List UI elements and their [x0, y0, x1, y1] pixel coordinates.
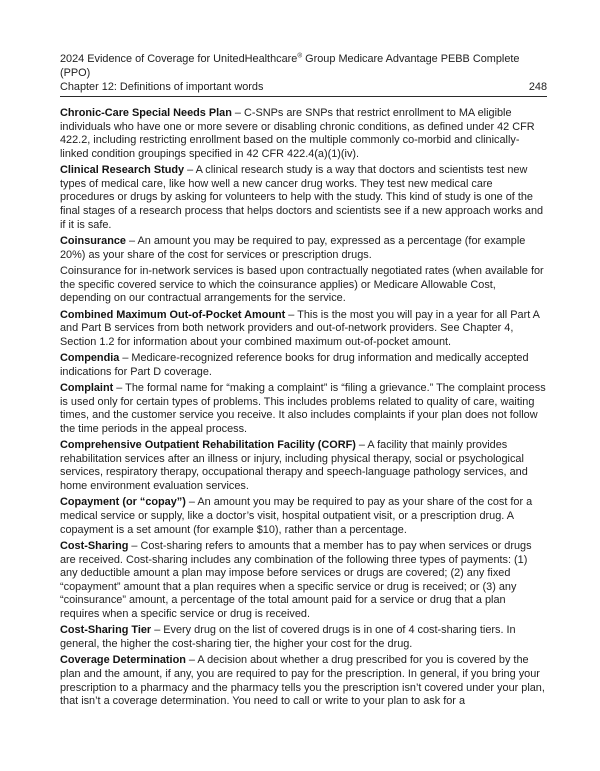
registered-trademark-symbol: ®	[297, 52, 303, 60]
definition-separator: –	[151, 624, 164, 637]
definition-compendia	[60, 352, 547, 379]
definition-separator: –	[125, 234, 138, 247]
definition-term: Clinical Research Study	[60, 164, 185, 177]
definition-term: Combined Maximum Out-of-Pocket Amount	[60, 308, 286, 321]
header-chapter-row	[60, 80, 547, 94]
header-title-line1	[60, 52, 547, 66]
definition-text: This is the most you will pay in a year for all Part A and Part B services from both network providers and out-of-network providers. See Chapter 4, Section 1.2 for information about your combined maximum out-of-pocket amount.	[60, 308, 540, 348]
definition-text: Every drug on the list of covered drugs is in one of 4 cost-sharing tiers. In general, the higher the cost-sharing tier, the higher your cost for the drug.	[60, 624, 516, 650]
definition-separator: –	[113, 382, 126, 395]
definition-copayment	[60, 496, 547, 537]
header-title-line2: (PPO)	[60, 67, 91, 79]
definition-term: Coverage Determination	[60, 654, 186, 667]
definition-term: Chronic-Care Special Needs Plan	[60, 107, 232, 119]
page-header	[60, 52, 547, 97]
definition-text: An amount you may be required to pay as your share of the cost for a medical service or supply, like a doctor’s visit, hospital outpatient visit, or a prescription drug. A copayment is a set amount (for example $10), rather than a percentage.	[60, 496, 533, 536]
definition-text: A facility that mainly provides rehabilitation services after an illness or injury, including physical therapy, social or psychological services, respiratory therapy, occupational therapy and speech-language pathology services, and home environment evaluation services.	[60, 439, 528, 493]
chapter-title: Chapter 12: Definitions of important words	[60, 81, 264, 93]
definitions-content	[60, 97, 547, 709]
definition-cost-sharing-tier	[60, 624, 547, 651]
definition-coverage-determination	[60, 654, 547, 708]
definition-coinsurance-continued	[60, 265, 547, 306]
definition-coinsurance	[60, 235, 547, 262]
header-title-line1-pre: 2024 Evidence of Coverage for UnitedHealthcare	[60, 53, 298, 65]
definition-term: Compendia	[60, 352, 120, 365]
definition-text: The formal name for “making a complaint” is “filing a grievance.” The complaint process is used only for certain types of problems. This includes problems related to quality of care, waiting times, and the customer service you receive. It also includes complaints if your plan does not follow the time periods in the appeal process.	[60, 382, 546, 435]
definition-text: A decision about whether a drug prescribed for you is covered by the plan and the amount, if any, you are required to pay for the prescription. In general, if you bring your prescription to a pharmacy and the pharmacy tells you the prescription isn’t covered under your plan, that isn’t a coverage determination. You need to call or write to your plan to ask for a	[60, 654, 545, 708]
definition-term: Copayment (or “copay”)	[60, 496, 186, 509]
definition-term: Cost-Sharing	[60, 539, 129, 552]
definition-comprehensive-outpatient-rehabilitation-facility	[60, 439, 547, 493]
definition-separator: –	[119, 352, 132, 365]
definition-separator: –	[185, 654, 198, 667]
definition-separator: –	[231, 107, 244, 119]
definition-text: Coinsurance for in-network services is based upon contractually negotiated rates (when available for the specific covered service to which the coinsurance applies) or Medicare Allowable Cost, depending on our contractual arrangements for the service.	[60, 264, 544, 305]
definition-cost-sharing	[60, 540, 547, 622]
header-title-line1-post: Group Medicare Advantage PEBB Complete	[302, 53, 520, 65]
definition-text: C-SNPs are SNPs that restrict enrollment to MA eligible individuals who have one or more severe or disabling chronic conditions, as defined under 42 CFR 422.2, including restricting enrollment based on the multiple commonly co-morbid and clinically-linked condition groupings specified in 42 CFR 422.4(a)(1)(iv).	[60, 107, 535, 160]
definition-complaint	[60, 382, 547, 436]
definition-term: Complaint	[60, 382, 114, 395]
definition-text: Medicare-recognized reference books for drug information and medically accepted indications for Part D coverage.	[60, 352, 529, 378]
definition-separator: –	[285, 308, 298, 321]
definition-separator: –	[184, 164, 196, 177]
page-number: 248	[528, 81, 547, 93]
definition-text: A clinical research study is a way that doctors and scientists test new types of medical care, like how well a new cancer drug works. They test new medical care procedures or drugs by asking for volunteers to help with the study. This kind of study is one of the final stages of a research process that helps doctors and scientists see if a new approach works and if it is safe.	[60, 164, 544, 231]
definition-chronic-care-special-needs-plan	[60, 107, 547, 161]
definition-text: Cost-sharing refers to amounts that a member has to pay when services or drugs are received. Cost-sharing includes any combination of the following three types of payments: (1) any deductible amount a plan may impose before services or drugs are covered; (2) any fixed “copayment” amount that a plan requires when a specific service or drug is received; or (3) any “coinsurance” amount, a percentage of the total amount paid for a service or drug that a plan requires when a specific service or drug is received.	[60, 539, 532, 620]
definition-separator: –	[185, 496, 198, 509]
definition-combined-maximum-out-of-pocket-amount	[60, 309, 547, 350]
definition-term: Coinsurance	[60, 234, 126, 247]
definition-clinical-research-study	[60, 164, 547, 232]
definition-separator: –	[128, 539, 141, 552]
definition-term: Comprehensive Outpatient Rehabilitation Facility (CORF)	[60, 439, 356, 452]
definition-text: An amount you may be required to pay, expressed as a percentage (for example 20%) as your share of the cost for services or prescription drugs.	[60, 234, 526, 261]
definition-separator: –	[355, 439, 368, 452]
definition-term: Cost-Sharing Tier	[60, 624, 152, 637]
